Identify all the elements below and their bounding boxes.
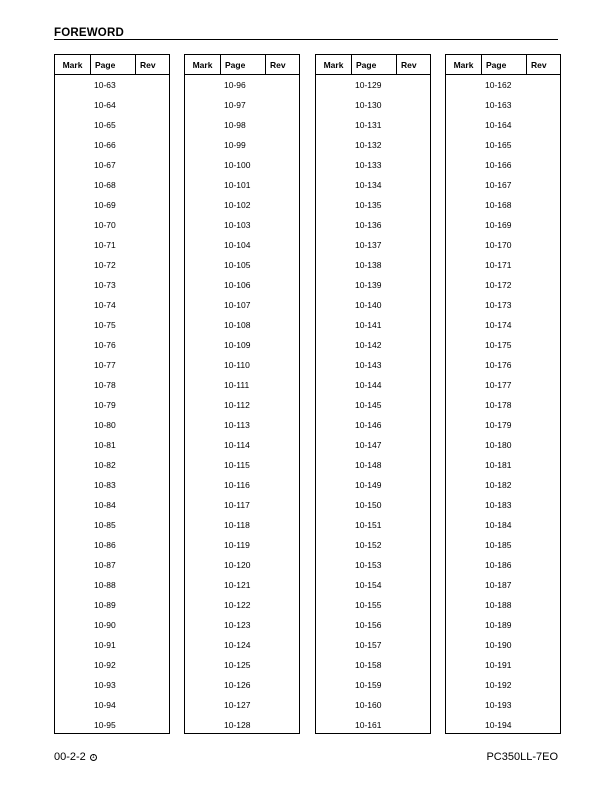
table-row	[316, 175, 430, 195]
table-row	[446, 175, 560, 195]
table-row	[446, 355, 560, 375]
table-row	[446, 155, 560, 175]
table-row	[185, 335, 299, 355]
table-row	[446, 595, 560, 615]
page-cell: 10-98	[224, 120, 246, 130]
table-row	[185, 75, 299, 95]
page-cell: 10-72	[94, 260, 116, 270]
table-row	[446, 575, 560, 595]
table-row	[55, 315, 169, 335]
table-row	[55, 575, 169, 595]
table-row	[316, 655, 430, 675]
page-cell: 10-93	[94, 680, 116, 690]
table-row	[446, 475, 560, 495]
table-row	[55, 635, 169, 655]
table-row	[185, 355, 299, 375]
table-row	[316, 335, 430, 355]
table-row	[446, 695, 560, 715]
table-row	[55, 135, 169, 155]
header-mark: Mark	[446, 55, 482, 74]
page-cell: 10-180	[485, 440, 512, 450]
table-row	[185, 275, 299, 295]
page-cell: 10-110	[224, 360, 250, 370]
page-cell: 10-83	[94, 480, 116, 490]
page-cell: 10-191	[485, 660, 512, 670]
table-row	[55, 355, 169, 375]
table-row	[446, 455, 560, 475]
table-row	[316, 495, 430, 515]
page-cell: 10-163	[485, 100, 512, 110]
table-row	[316, 195, 430, 215]
page-cell: 10-141	[355, 320, 382, 330]
table-row	[185, 115, 299, 135]
table-rows	[316, 75, 430, 735]
table-row	[185, 615, 299, 635]
page-cell: 10-116	[224, 480, 250, 490]
page-cell: 10-160	[355, 700, 382, 710]
table-row	[55, 715, 169, 735]
page-cell: 10-173	[485, 300, 512, 310]
page-cell: 10-143	[355, 360, 382, 370]
table-row	[185, 535, 299, 555]
page-cell: 10-146	[355, 420, 382, 430]
header-mark: Mark	[55, 55, 91, 74]
page-cell: 10-189	[485, 620, 512, 630]
table-row	[185, 175, 299, 195]
table-row	[185, 395, 299, 415]
page-cell: 10-149	[355, 480, 382, 490]
page-cell: 10-90	[94, 620, 116, 630]
table-row	[55, 435, 169, 455]
page-cell: 10-128	[224, 720, 251, 730]
page-cell: 10-131	[355, 120, 382, 130]
page-cell: 10-69	[94, 200, 116, 210]
table-row	[316, 155, 430, 175]
table-row	[446, 315, 560, 335]
table-row	[55, 235, 169, 255]
page-cell: 10-70	[94, 220, 116, 230]
table-row	[446, 515, 560, 535]
table-row	[185, 475, 299, 495]
table-row	[316, 535, 430, 555]
table-row	[316, 415, 430, 435]
header-page: Page	[91, 55, 136, 74]
page-cell: 10-168	[485, 200, 512, 210]
table-row	[185, 695, 299, 715]
header-page: Page	[352, 55, 397, 74]
header-rev: Rev	[401, 59, 417, 70]
table-row	[446, 295, 560, 315]
table-row	[185, 455, 299, 475]
table-row	[316, 595, 430, 615]
table-row	[55, 395, 169, 415]
page-cell: 10-76	[94, 340, 116, 350]
page-cell: 10-80	[94, 420, 116, 430]
table-row	[446, 395, 560, 415]
table-row	[316, 555, 430, 575]
page-cell: 10-193	[485, 700, 512, 710]
page-list-table-2	[184, 54, 300, 734]
table-row	[446, 435, 560, 455]
page-cell: 10-181	[485, 460, 512, 470]
page-list-table-3	[315, 54, 431, 734]
header-rev: Rev	[531, 59, 547, 70]
table-row	[446, 275, 560, 295]
page-cell: 10-164	[485, 120, 512, 130]
page-cell: 10-65	[94, 120, 116, 130]
table-row	[316, 675, 430, 695]
page-cell: 10-177	[485, 380, 512, 390]
table-row	[185, 555, 299, 575]
table-row	[446, 635, 560, 655]
table-row	[185, 715, 299, 735]
page-cell: 10-64	[94, 100, 116, 110]
table-rows	[185, 75, 299, 735]
page-cell: 10-129	[355, 80, 382, 90]
table-row	[316, 515, 430, 535]
page-cell: 10-121	[224, 580, 251, 590]
title-rule	[54, 39, 558, 40]
page-cell: 10-179	[485, 420, 512, 430]
table-row	[55, 75, 169, 95]
table-row	[185, 575, 299, 595]
page-cell: 10-96	[224, 80, 246, 90]
table-row	[316, 95, 430, 115]
page-cell: 10-75	[94, 320, 116, 330]
table-row	[316, 135, 430, 155]
page-cell: 10-127	[224, 700, 251, 710]
page-cell: 10-133	[355, 160, 382, 170]
table-row	[446, 255, 560, 275]
table-row	[316, 455, 430, 475]
section-title: FOREWORD	[54, 27, 124, 39]
table-row	[446, 195, 560, 215]
table-row	[316, 395, 430, 415]
page-cell: 10-89	[94, 600, 116, 610]
page-cell: 10-170	[485, 240, 512, 250]
table-row	[446, 495, 560, 515]
page-cell: 10-85	[94, 520, 116, 530]
page-cell: 10-81	[94, 440, 116, 450]
header-mark: Mark	[185, 55, 221, 74]
page-cell: 10-171	[485, 260, 512, 270]
table-row	[55, 375, 169, 395]
page-cell: 10-159	[355, 680, 382, 690]
page-cell: 10-162	[485, 80, 512, 90]
page-cell: 10-135	[355, 200, 382, 210]
page-cell: 10-147	[355, 440, 382, 450]
page-cell: 10-63	[94, 80, 116, 90]
table-row	[185, 655, 299, 675]
table-row	[185, 235, 299, 255]
page-cell: 10-186	[485, 560, 512, 570]
table-row	[55, 115, 169, 135]
table-row	[55, 495, 169, 515]
page-cell: 10-165	[485, 140, 512, 150]
table-row	[185, 195, 299, 215]
table-row	[446, 375, 560, 395]
table-row	[446, 655, 560, 675]
page-cell: 10-118	[224, 520, 250, 530]
page-cell: 10-101	[224, 180, 251, 190]
table-row	[55, 335, 169, 355]
table-row	[185, 255, 299, 275]
page-cell: 10-122	[224, 600, 251, 610]
page-cell: 10-97	[224, 100, 246, 110]
table-row	[55, 555, 169, 575]
table-row	[55, 155, 169, 175]
table-row	[55, 415, 169, 435]
table-row	[316, 255, 430, 275]
page-cell: 10-91	[94, 640, 116, 650]
table-row	[55, 675, 169, 695]
page-cell: 10-67	[94, 160, 116, 170]
table-header	[316, 55, 430, 75]
table-row	[316, 575, 430, 595]
page-cell: 10-185	[485, 540, 512, 550]
page-cell: 10-77	[94, 360, 116, 370]
page-cell: 10-158	[355, 660, 382, 670]
footer-page-number	[54, 751, 97, 763]
table-header	[185, 55, 299, 75]
header-rev: Rev	[270, 59, 286, 70]
table-row	[316, 235, 430, 255]
page-cell: 10-145	[355, 400, 382, 410]
table-row	[185, 295, 299, 315]
table-row	[55, 215, 169, 235]
page-cell: 10-184	[485, 520, 512, 530]
page-cell: 10-140	[355, 300, 382, 310]
table-row	[446, 615, 560, 635]
page-cell: 10-142	[355, 340, 382, 350]
page-cell: 10-125	[224, 660, 251, 670]
page-cell: 10-78	[94, 380, 116, 390]
table-row	[185, 415, 299, 435]
page-cell: 10-156	[355, 620, 382, 630]
table-row	[446, 95, 560, 115]
table-row	[316, 115, 430, 135]
page-cell: 10-73	[94, 280, 116, 290]
page-cell: 10-109	[224, 340, 251, 350]
page-cell: 10-92	[94, 660, 116, 670]
page-cell: 10-136	[355, 220, 382, 230]
table-header	[55, 55, 169, 75]
page-cell: 10-99	[224, 140, 246, 150]
table-row	[185, 315, 299, 335]
page-cell: 10-178	[485, 400, 512, 410]
page-cell: 10-95	[94, 720, 116, 730]
table-row	[446, 675, 560, 695]
page-cell: 10-166	[485, 160, 512, 170]
table-row	[316, 355, 430, 375]
page-cell: 10-144	[355, 380, 382, 390]
header-rev: Rev	[140, 59, 156, 70]
page-cell: 10-126	[224, 680, 251, 690]
table-row	[446, 115, 560, 135]
table-row	[185, 135, 299, 155]
page-cell: 10-167	[485, 180, 512, 190]
page-cell: 10-172	[485, 280, 512, 290]
table-row	[185, 155, 299, 175]
page-cell: 10-111	[224, 380, 250, 390]
table-rows	[55, 75, 169, 735]
page-cell: 10-175	[485, 340, 512, 350]
page-cell: 10-176	[485, 360, 512, 370]
table-row	[185, 675, 299, 695]
table-row	[185, 95, 299, 115]
table-row	[55, 615, 169, 635]
page-cell: 10-113	[224, 420, 250, 430]
page-cell: 10-148	[355, 460, 382, 470]
table-row	[446, 75, 560, 95]
table-row	[55, 535, 169, 555]
page-cell: 10-134	[355, 180, 382, 190]
page-cell: 10-79	[94, 400, 116, 410]
table-row	[316, 715, 430, 735]
page-cell: 10-102	[224, 200, 251, 210]
page-cell: 10-157	[355, 640, 382, 650]
page-cell: 10-86	[94, 540, 116, 550]
table-row	[55, 275, 169, 295]
page-cell: 10-174	[485, 320, 512, 330]
table-row	[316, 295, 430, 315]
table-row	[55, 295, 169, 315]
table-row	[316, 275, 430, 295]
page-cell: 10-94	[94, 700, 116, 710]
table-row	[185, 435, 299, 455]
page-cell: 10-150	[355, 500, 382, 510]
page-cell: 10-182	[485, 480, 512, 490]
footer-model: PC350LL-7EO	[486, 751, 558, 763]
table-row	[185, 495, 299, 515]
table-rows	[446, 75, 560, 735]
page-cell: 10-120	[224, 560, 251, 570]
table-row	[55, 95, 169, 115]
table-row	[55, 475, 169, 495]
page-cell: 10-106	[224, 280, 251, 290]
page-cell: 10-66	[94, 140, 116, 150]
page-cell: 10-151	[355, 520, 382, 530]
table-row	[316, 215, 430, 235]
table-row	[446, 335, 560, 355]
table-row	[185, 635, 299, 655]
table-row	[55, 515, 169, 535]
table-row	[185, 515, 299, 535]
table-header	[446, 55, 560, 75]
page-cell: 10-132	[355, 140, 382, 150]
table-row	[55, 175, 169, 195]
table-row	[55, 695, 169, 715]
header-mark: Mark	[316, 55, 352, 74]
table-row	[316, 475, 430, 495]
page-cell: 10-123	[224, 620, 251, 630]
page-cell: 10-137	[355, 240, 382, 250]
page-cell: 10-112	[224, 400, 250, 410]
header-page: Page	[221, 55, 266, 74]
page-cell: 10-105	[224, 260, 251, 270]
page-cell: 10-192	[485, 680, 512, 690]
page-cell: 10-194	[485, 720, 512, 730]
table-row	[446, 135, 560, 155]
page-cell: 10-161	[355, 720, 382, 730]
page-cell: 10-155	[355, 600, 382, 610]
page-cell: 10-187	[485, 580, 512, 590]
table-row	[446, 555, 560, 575]
table-row	[185, 375, 299, 395]
table-row	[316, 315, 430, 335]
page-cell: 10-117	[224, 500, 250, 510]
page-cell: 10-183	[485, 500, 512, 510]
page-cell: 10-88	[94, 580, 116, 590]
page-cell: 10-119	[224, 540, 250, 550]
page-cell: 10-152	[355, 540, 382, 550]
revision-circle-mark: 1	[90, 754, 97, 761]
page-cell: 10-188	[485, 600, 512, 610]
page-cell: 10-87	[94, 560, 116, 570]
table-row	[316, 435, 430, 455]
page-cell: 10-82	[94, 460, 116, 470]
page-cell: 10-107	[224, 300, 251, 310]
table-row	[55, 455, 169, 475]
table-row	[55, 655, 169, 675]
table-row	[55, 255, 169, 275]
page-cell: 10-103	[224, 220, 251, 230]
table-row	[446, 415, 560, 435]
table-row	[185, 595, 299, 615]
table-row	[446, 715, 560, 735]
page-cell: 10-124	[224, 640, 251, 650]
page-list-table-1	[54, 54, 170, 734]
page-cell: 10-130	[355, 100, 382, 110]
page-cell: 10-139	[355, 280, 382, 290]
header-page: Page	[482, 55, 527, 74]
page-cell: 10-153	[355, 560, 382, 570]
table-row	[316, 615, 430, 635]
page-cell: 10-71	[94, 240, 116, 250]
page-cell: 10-108	[224, 320, 251, 330]
page-list-table-4	[445, 54, 561, 734]
table-row	[316, 695, 430, 715]
page-cell: 10-74	[94, 300, 116, 310]
table-row	[446, 535, 560, 555]
table-row	[316, 635, 430, 655]
table-row	[446, 235, 560, 255]
table-row	[446, 215, 560, 235]
page-cell: 10-154	[355, 580, 382, 590]
table-row	[316, 75, 430, 95]
table-row	[316, 375, 430, 395]
page-cell: 10-104	[224, 240, 251, 250]
page-cell: 10-114	[224, 440, 250, 450]
page-cell: 10-138	[355, 260, 382, 270]
table-row	[55, 195, 169, 215]
page-cell: 10-115	[224, 460, 250, 470]
page-cell: 10-190	[485, 640, 512, 650]
page-number: 00-2-2	[54, 751, 86, 763]
page-cell: 10-169	[485, 220, 512, 230]
page-cell: 10-84	[94, 500, 116, 510]
table-row	[185, 215, 299, 235]
page-cell: 10-100	[224, 160, 251, 170]
page-cell: 10-68	[94, 180, 116, 190]
table-row	[55, 595, 169, 615]
